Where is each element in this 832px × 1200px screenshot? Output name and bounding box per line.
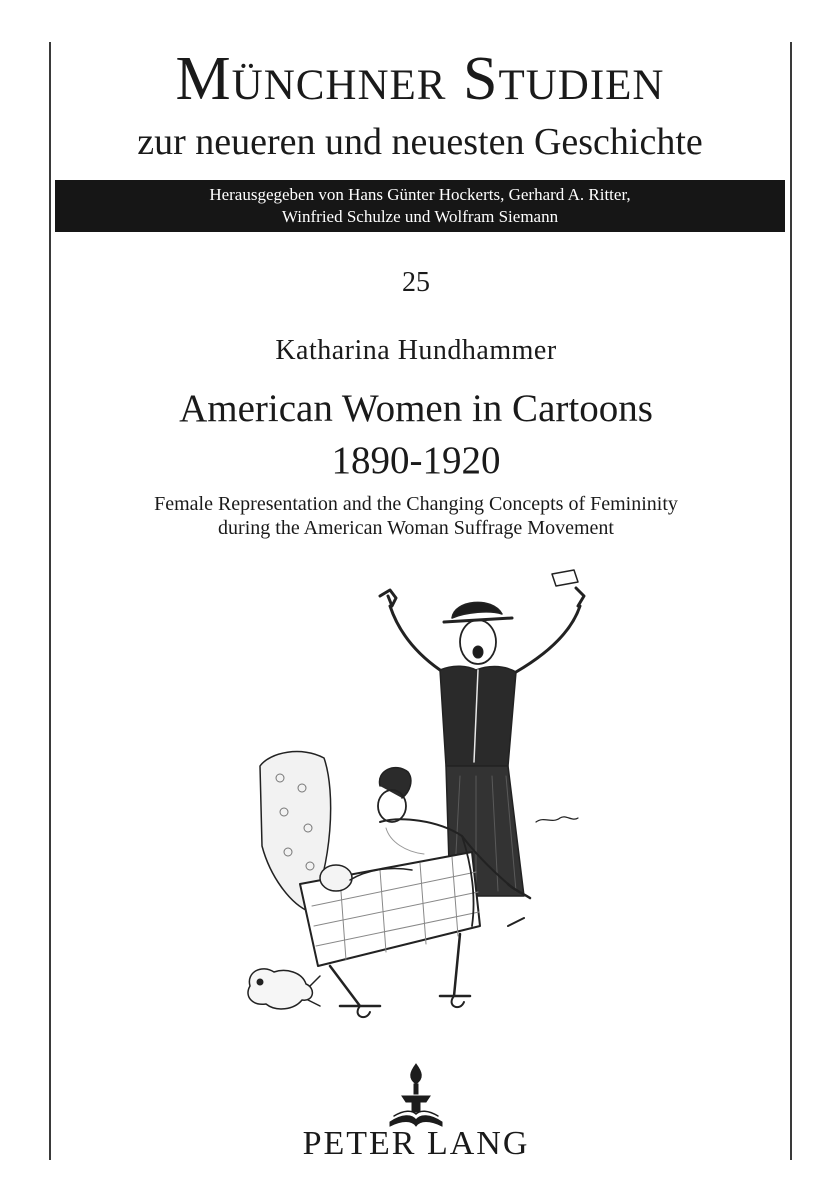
left-border-rule (49, 42, 51, 1160)
series-title: Münchner Studien (175, 45, 665, 113)
cover-illustration (240, 566, 600, 1036)
editors-line-1: Herausgegeben von Hans Günter Hockerts, Gerhard A. Ritter, (209, 185, 631, 204)
right-border-rule (790, 42, 792, 1160)
volume-number: 25 (402, 267, 430, 298)
editors-line-2: Winfried Schulze und Wolfram Siemann (281, 207, 559, 226)
author-name: Katharina Hundhammer (275, 335, 557, 366)
series-subtitle: zur neueren und neuesten Geschichte (137, 121, 703, 163)
book-title-years: 1890-1920 (331, 439, 501, 482)
publisher-name: PETER LANG (302, 1125, 530, 1162)
book-subtitle (60, 492, 772, 540)
editors-band (55, 180, 785, 232)
subtitle-line-2: during the American Woman Suffrage Movement (218, 517, 614, 539)
book-title: American Women in Cartoons (179, 387, 653, 430)
subtitle-line-1: Female Representation and the Changing Concepts of Femininity (154, 493, 678, 515)
